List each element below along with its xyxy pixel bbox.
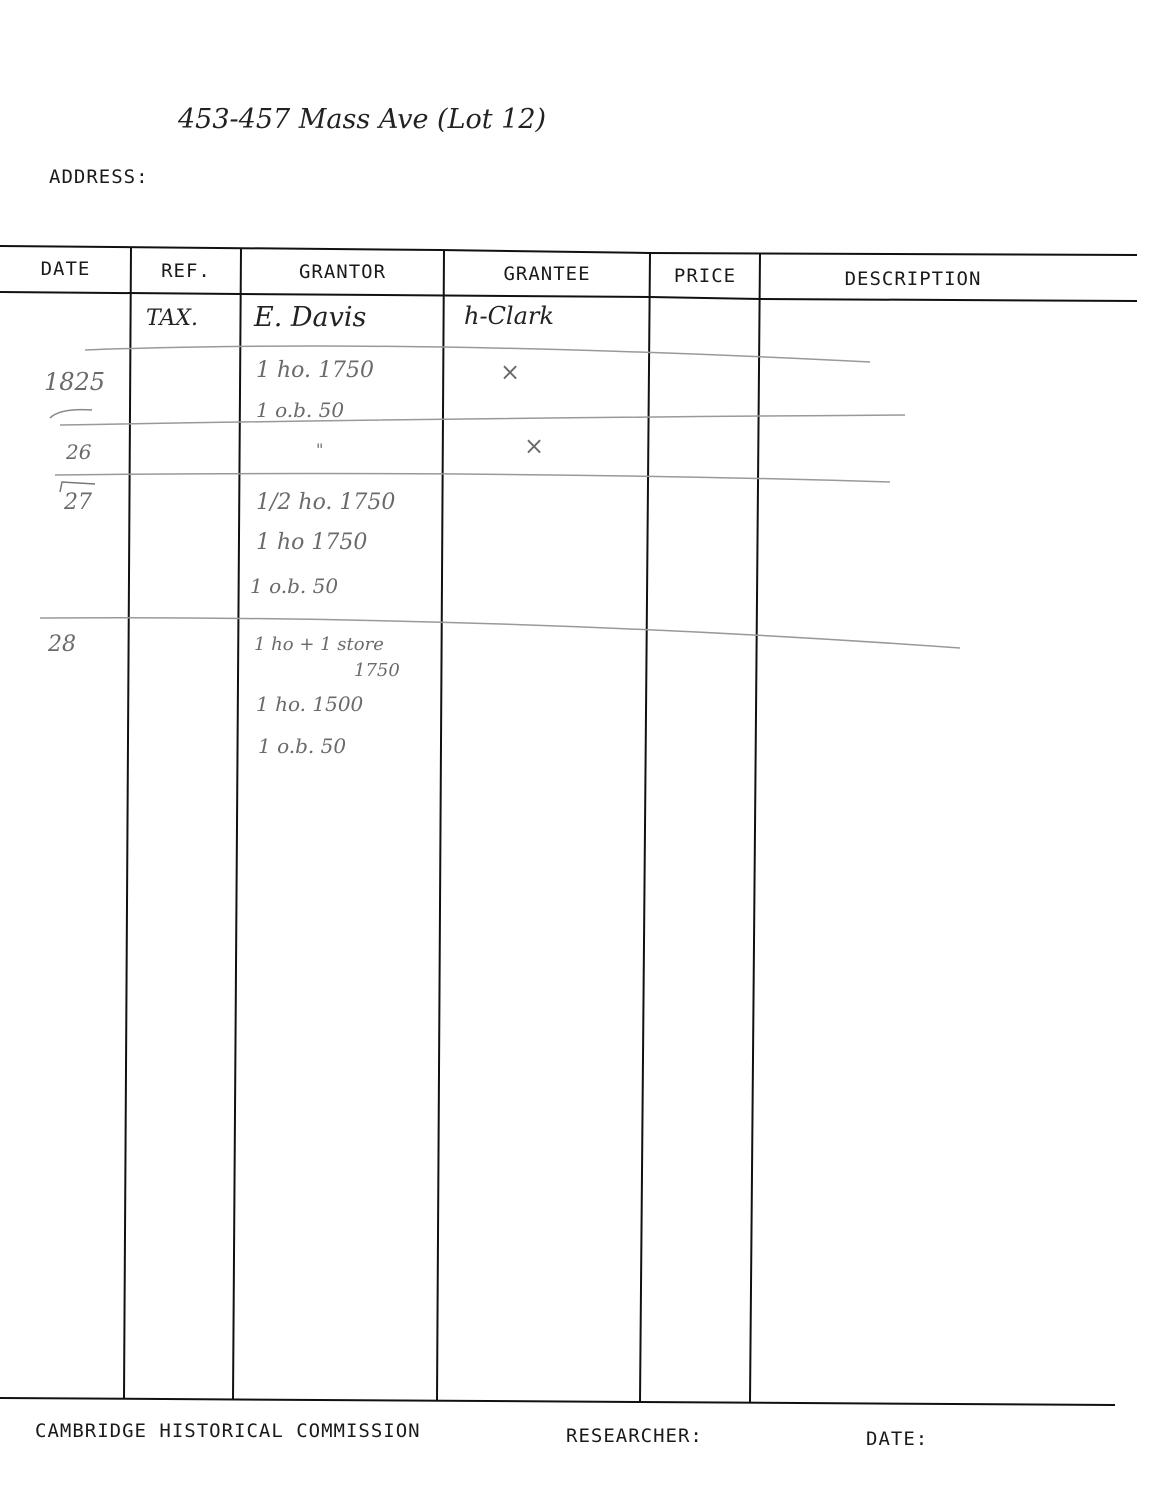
col-header-description: DESCRIPTION (844, 268, 982, 290)
col-header-ref: REF. (161, 260, 211, 282)
grantor-entry-line: 1 o.b. 50 (256, 398, 345, 422)
grantor-entry-line: 1 o.b. 50 (258, 734, 347, 758)
col-header-date: DATE (40, 258, 91, 280)
date-label: DATE: (866, 1428, 929, 1450)
grantor-entry-line: 1 ho. 1500 (256, 692, 364, 716)
date-entry-27: 27 (64, 490, 92, 515)
grantor-entry: E. Davis (254, 302, 367, 333)
col-header-grantee: GRANTEE (503, 263, 591, 285)
grantee-mark: × (500, 358, 521, 386)
col-header-grantor: GRANTOR (298, 261, 387, 283)
date-entry-28: 28 (48, 632, 76, 657)
grantee-mark: × (524, 432, 545, 460)
ditto-mark: " (316, 440, 324, 459)
grantor-entry-line: 1750 (354, 660, 400, 681)
commission-label: CAMBRIDGE HISTORICAL COMMISSION (35, 1420, 421, 1442)
grantor-entry-line: 1 ho 1750 (256, 530, 368, 555)
date-entry-26: 26 (66, 440, 92, 464)
grantor-entry-line: 1 ho. 1750 (256, 358, 374, 383)
grantor-entry-line: 1 ho + 1 store (254, 634, 384, 655)
col-header-price: PRICE (673, 265, 737, 287)
grantee-entry: h-Clark (464, 302, 554, 330)
address-label: ADDRESS: (49, 166, 149, 188)
date-entry-1825: 1825 (44, 368, 106, 396)
grantor-entry-line: 1 o.b. 50 (250, 574, 339, 598)
researcher-label: RESEARCHER: (566, 1425, 703, 1447)
handwritten-address: 453-457 Mass Ave (Lot 12) (178, 104, 547, 135)
grantor-entry-line: 1/2 ho. 1750 (256, 490, 396, 515)
ref-entry: TAX. (146, 306, 199, 331)
